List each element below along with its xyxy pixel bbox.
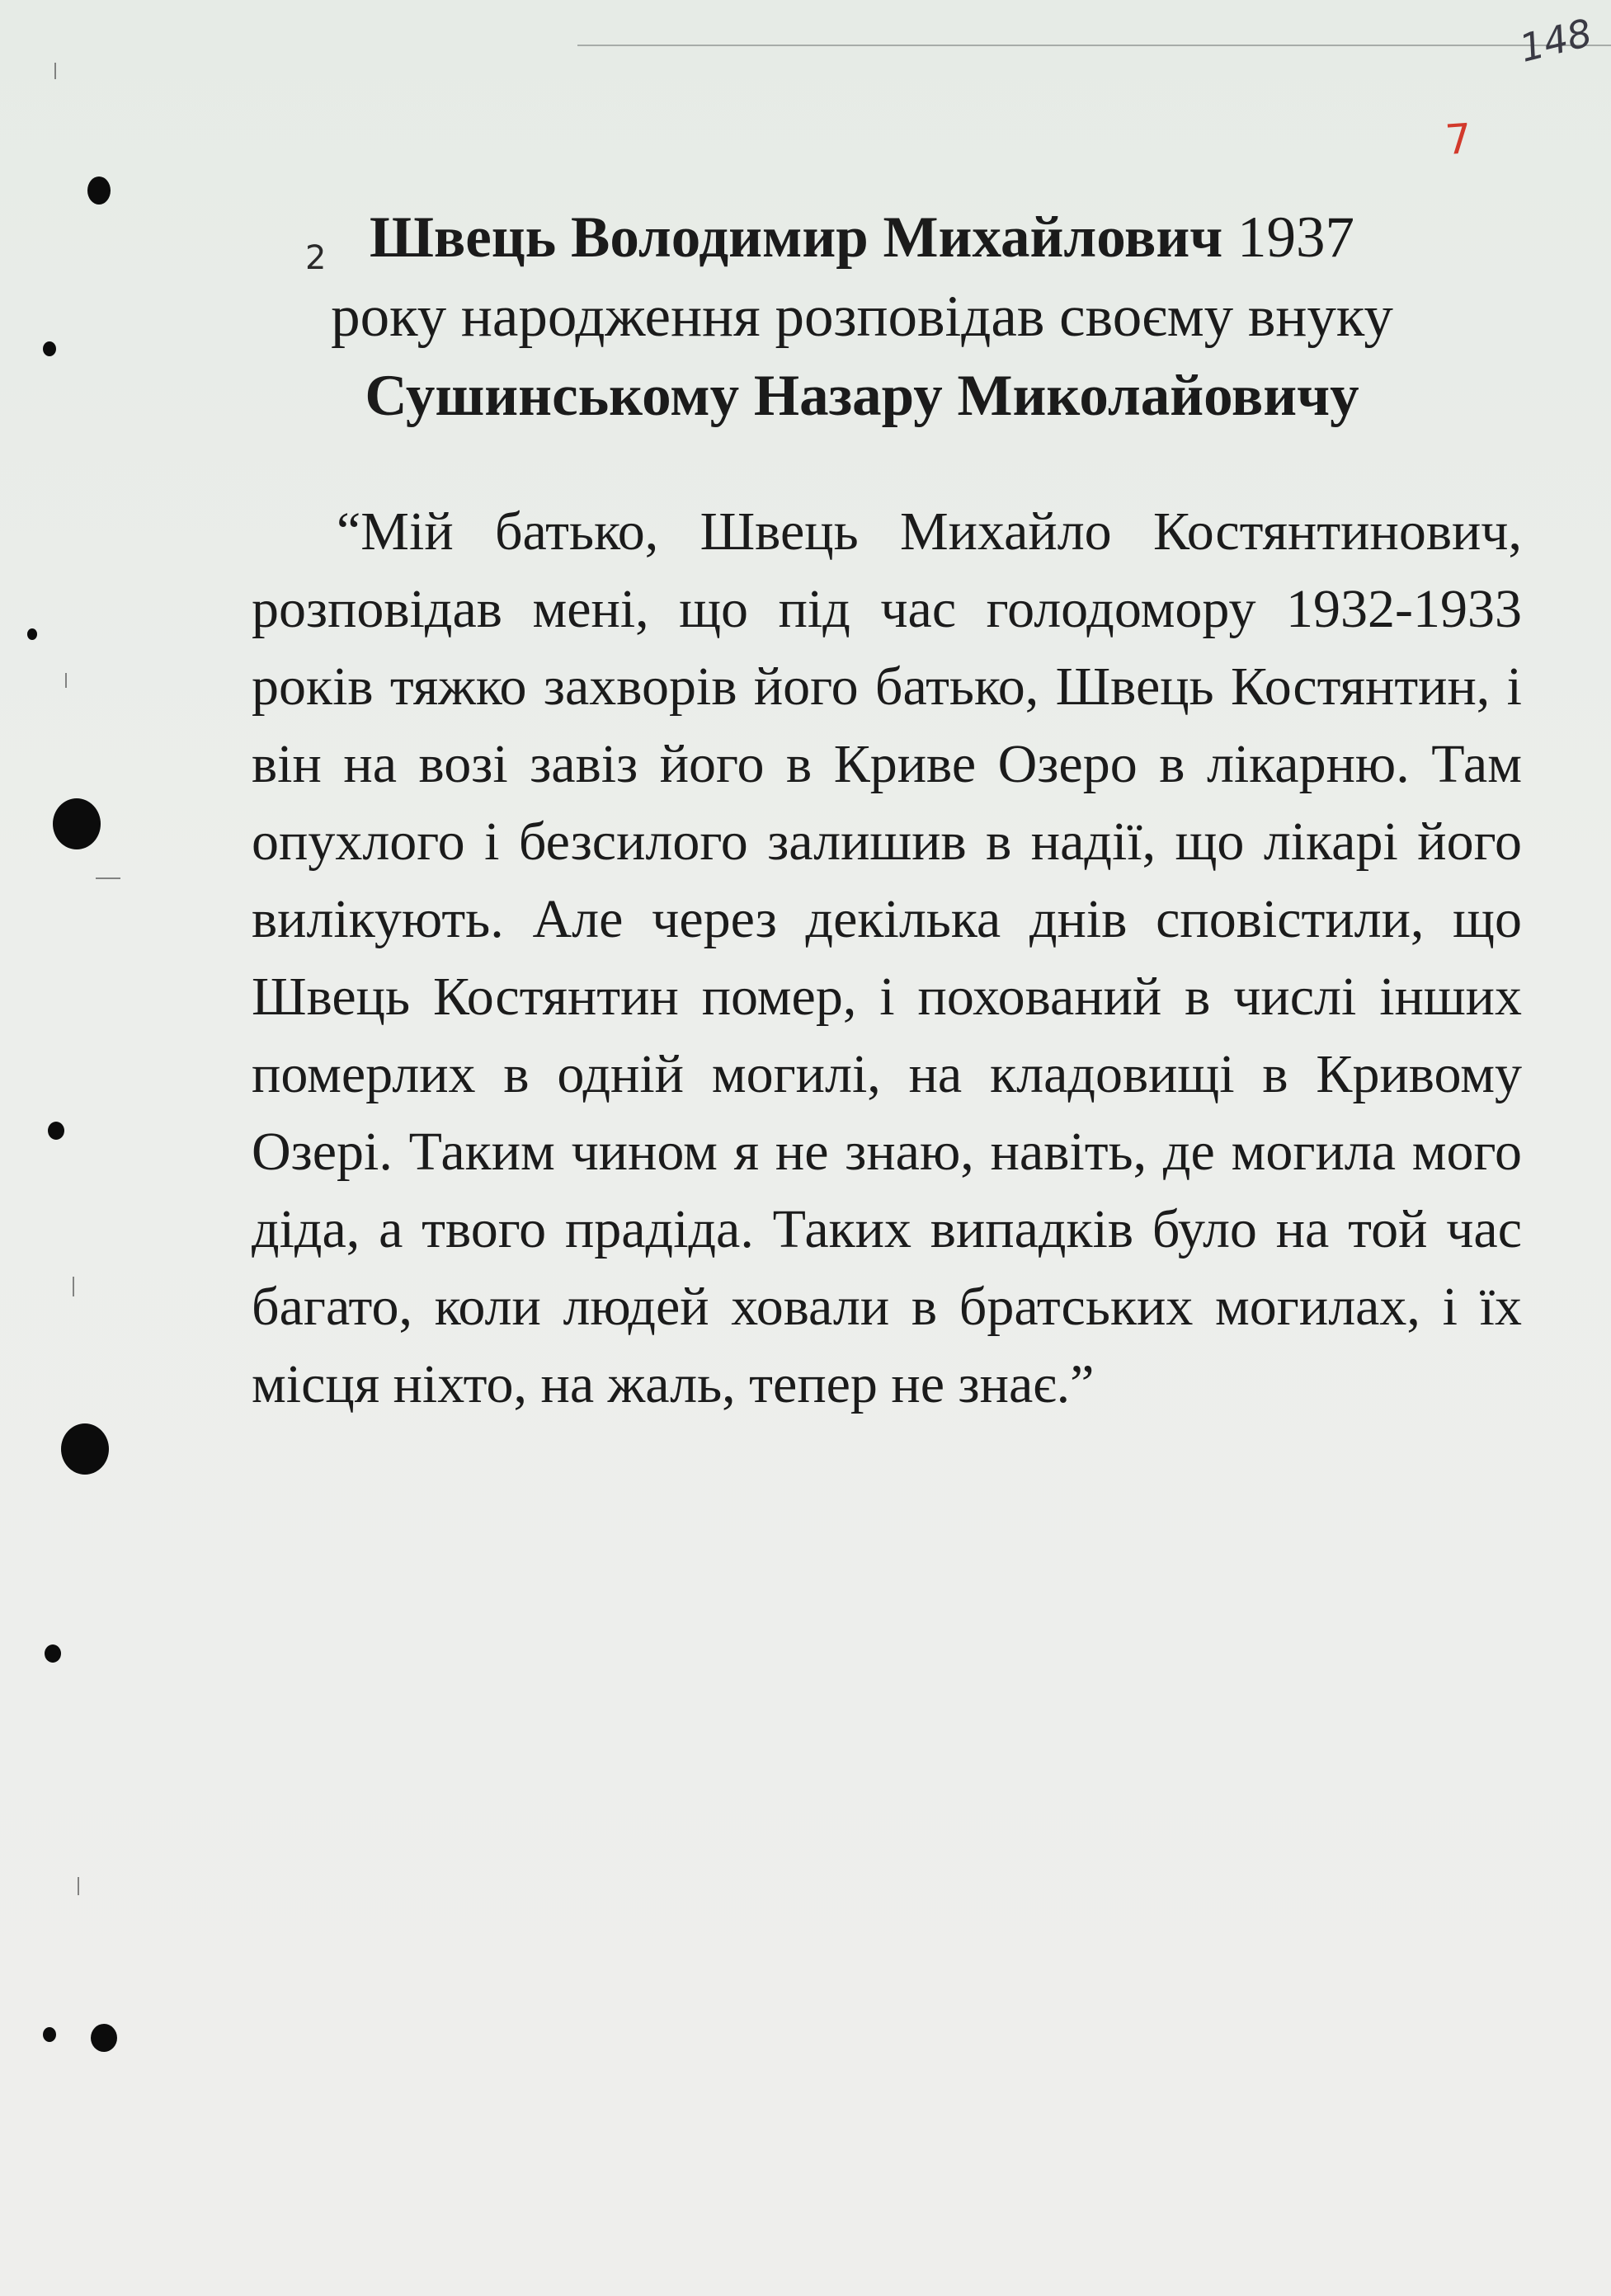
testimony-paragraph: “Мій батько, Швець Михайло Костянтинович, розповідав мені, що під час голодомору 1932-1933 років тяжко захворів його батько, Швець Костянтин, і він на возі завіз його в Криве Озеро в лікарню. Там опухлого і безсилого залишив в надії, що лікарі його вилікують. Але через декілька днів сповістили, що Швець Костянтин помер, і похований в числі інших померлих в одній могилі, на кладовищі в Кривому Озері. Таким чином я не знаю, навіть, де могила мого діда, а твого прадіда. Таких випадків було на той час багато, коли людей ховали в братських могилах, і їх місця ніхто, на жаль, тепер не знає.” xyxy=(252,501,1522,1414)
binder-hole xyxy=(27,628,37,640)
binder-hole xyxy=(53,798,101,849)
testimony-body xyxy=(252,493,1522,1423)
top-rule-line xyxy=(577,45,1611,46)
binder-hole xyxy=(45,1644,61,1663)
listener-name: Сушинському Назару Миколайовичу xyxy=(365,364,1359,428)
margin-mark xyxy=(54,63,56,79)
page-number: 7 xyxy=(1444,114,1473,165)
entry-number: 2 xyxy=(305,239,327,277)
margin-mark xyxy=(65,673,67,688)
margin-mark xyxy=(73,1277,74,1296)
binder-hole xyxy=(61,1423,109,1475)
binder-hole xyxy=(91,2024,117,2052)
testimony-heading xyxy=(247,198,1477,435)
margin-mark xyxy=(96,877,120,879)
binder-hole xyxy=(48,1122,64,1140)
heading-intro-line: року народження розповідав своєму внуку xyxy=(331,285,1393,349)
archive-number: 148 xyxy=(1514,10,1597,71)
binder-hole xyxy=(43,341,56,356)
binder-hole xyxy=(87,176,111,205)
margin-mark xyxy=(78,1877,79,1895)
narrator-birth-year: 1937 xyxy=(1222,205,1355,270)
heading-line-1 xyxy=(247,198,1477,277)
binder-hole xyxy=(43,2027,56,2042)
narrator-name: Швець Володимир Михайлович xyxy=(369,205,1223,270)
